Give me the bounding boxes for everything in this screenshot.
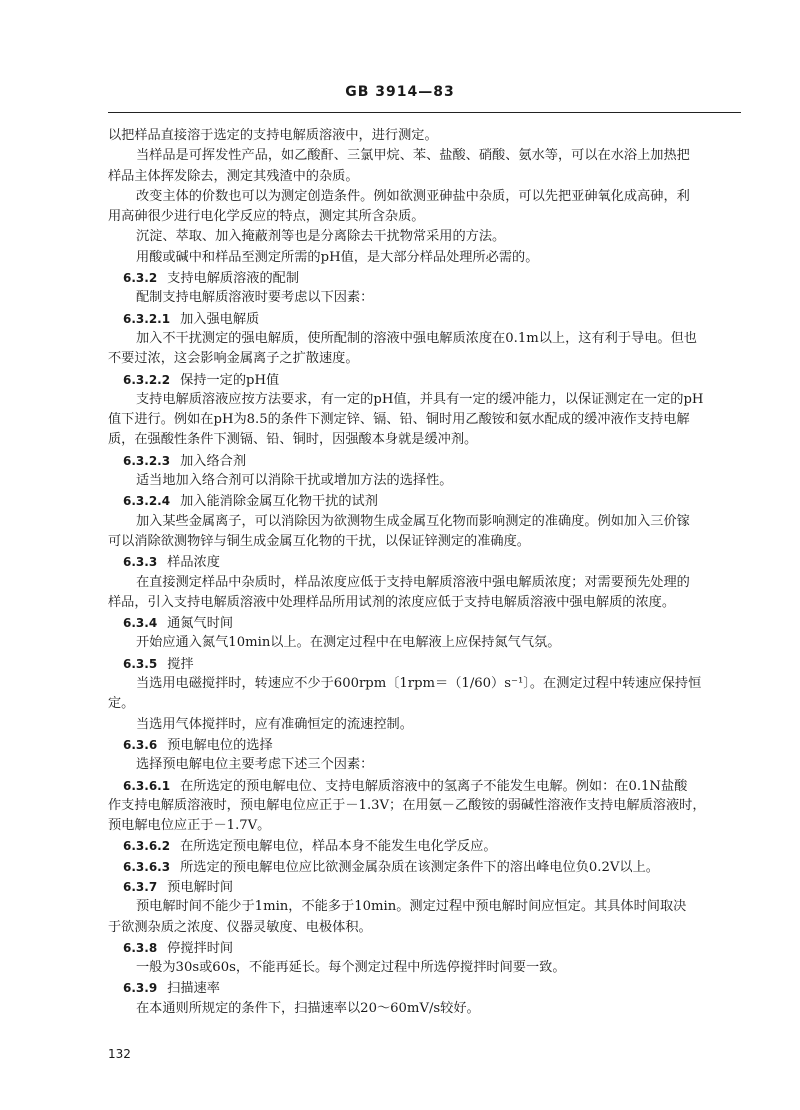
section-text: 在所选定的预电解电位、支持电解质溶液中的氢离子不能发生电解。例如：在0.1N盐酸 (180, 778, 688, 794)
section-title: 停搅拌时间 (167, 940, 234, 956)
section-number: 6.3.6 (123, 737, 158, 752)
text-line: 于欲测杂质之浓度、仪器灵敏度、电极体积。 (108, 919, 372, 935)
text-line: 定。 (108, 696, 135, 712)
section-heading (108, 654, 744, 674)
text-line: 样品主体挥发除去，测定其残渣中的杂质。 (108, 168, 359, 184)
section-title: 预电解电位的选择 (167, 737, 273, 753)
section-number: 6.3.5 (123, 656, 158, 671)
section-title: 保持一定的pH值 (180, 372, 280, 388)
text-line: 作支持电解质溶液时，预电解电位应正于－1.3V；在用氨－乙酸铵的弱碱性溶液作支持电解质溶液时， (108, 797, 706, 813)
text-line: 值下进行。例如在pH为8.5的条件下测定锌、镉、铅、铜时用乙酸铵和氨水配成的缓冲液作支持电解 (108, 412, 690, 428)
section-title: 加入能消除金属互化物干扰的试剂 (180, 494, 378, 510)
section-heading (108, 613, 744, 633)
text-line: 以把样品直接溶于选定的支持电解质溶液中，进行测定。 (108, 128, 438, 143)
section-heading (108, 552, 744, 572)
section-number: 6.3.6.2 (123, 839, 171, 854)
section-heading (108, 776, 744, 796)
text-line: 开始应通入氮气10min以上。在测定过程中在电解液上应保持氮气气氛。 (136, 635, 561, 651)
section-number: 6.3.6.1 (123, 778, 171, 793)
section-number: 6.3.3 (123, 555, 158, 570)
section-number: 6.3.4 (123, 616, 158, 631)
page-number: 132 (108, 1047, 131, 1061)
section-title: 加入强电解质 (180, 311, 260, 327)
section-text: 在所选定预电解电位，样品本身不能发生电化学反应。 (180, 839, 497, 855)
section-heading (108, 268, 744, 288)
section-number: 6.3.2.2 (123, 372, 171, 387)
text-line: 加入不干扰测定的强电解质，使所配制的溶液中强电解质浓度在0.1m以上，这有利于导电。但也 (136, 330, 697, 346)
section-title: 样品浓度 (167, 555, 220, 571)
section-title: 支持电解质溶液的配制 (167, 271, 300, 287)
section-heading (108, 938, 744, 958)
text-line: 沉淀、萃取、加入掩蔽剂等也是分离除去干扰物常采用的方法。 (136, 229, 506, 245)
text-line: 支持电解质溶液应按方法要求，有一定的pH值，并具有一定的缓冲能力，以保证测定在一定的pH (136, 391, 704, 407)
section-text: 所选定的预电解电位应比欲测金属杂质在该测定条件下的溶出峰电位负0.2V以上。 (180, 859, 659, 875)
text-line: 改变主体的价数也可以为测定创造条件。例如欲测亚砷盐中杂质，可以先把亚砷氧化成高砷，利 (136, 188, 690, 204)
text-line: 不要过浓，这会影响金属离子之扩散速度。 (108, 351, 359, 367)
section-title: 预电解时间 (167, 879, 234, 895)
text-line: 配制支持电解质溶液时要考虑以下因素： (136, 290, 374, 306)
text-line: 在直接测定样品中杂质时，样品浓度应低于支持电解质溶液中强电解质浓度；对需要预先处理的 (136, 574, 690, 590)
text-line: 质，在强酸性条件下测镉、铅、铜时，因强酸本身就是缓冲剂。 (108, 432, 478, 448)
section-number: 6.3.7 (123, 879, 158, 894)
text-line: 当样品是可挥发性产品，如乙酸酐、三氯甲烷、苯、盐酸、硝酸、氨水等，可以在水浴上加热把 (136, 148, 690, 164)
text-line: 用高砷很少进行电化学反应的特点，测定其所含杂质。 (108, 209, 425, 225)
section-heading (108, 309, 744, 329)
text-line: 用酸或碱中和样品至测定所需的pH值，是大部分样品处理所必需的。 (136, 249, 539, 265)
section-number: 6.3.2.1 (123, 311, 171, 326)
text-line: 适当地加入络合剂可以消除干扰或增加方法的选择性。 (136, 473, 453, 489)
section-number: 6.3.9 (123, 981, 158, 996)
section-number: 6.3.2.4 (123, 494, 171, 509)
document-body (108, 126, 744, 1019)
text-line: 当选用气体搅拌时，应有准确恒定的流速控制。 (136, 716, 413, 732)
section-title: 扫描速率 (167, 981, 220, 997)
text-line: 可以消除欲测物锌与铜生成金属互化物的干扰，以保证锌测定的准确度。 (108, 533, 530, 549)
section-heading (108, 735, 744, 755)
text-line: 在本通则所规定的条件下，扫描速率以20～60mV/s较好。 (136, 1000, 480, 1016)
header-rule (108, 112, 741, 113)
section-heading (108, 836, 744, 856)
section-title: 搅拌 (167, 656, 194, 672)
text-line: 样品，引入支持电解质溶液中处理样品所用试剂的浓度应低于支持电解质溶液中强电解质的浓度。 (108, 594, 676, 610)
section-heading (108, 491, 744, 511)
section-heading (108, 857, 744, 877)
section-number: 6.3.2 (123, 271, 158, 286)
section-number: 6.3.2.3 (123, 453, 171, 468)
section-number: 6.3.8 (123, 940, 158, 955)
text-line: 当选用电磁搅拌时，转速应不少于600rpm〔1rpm＝（1/60）s⁻¹〕。在测定过程中转速应保持恒 (136, 676, 702, 692)
section-number: 6.3.6.3 (123, 859, 171, 874)
text-line: 选择预电解电位主要考虑下述三个因素： (136, 757, 374, 773)
section-title: 通氮气时间 (167, 616, 234, 632)
section-title: 加入络合剂 (180, 453, 247, 469)
text-line: 加入某些金属离子，可以消除因为欲测物生成金属互化物而影响测定的准确度。例如加入三价镓 (136, 513, 690, 529)
standard-code-header: GB 3914—83 (345, 84, 455, 100)
text-line: 一般为30s或60s，不能再延长。每个测定过程中所选停搅拌时间要一致。 (136, 960, 566, 976)
section-heading (108, 370, 744, 390)
section-heading (108, 451, 744, 471)
section-heading (108, 877, 744, 897)
text-line: 预电解电位应正于－1.7V。 (108, 818, 271, 834)
text-line: 预电解时间不能少于1min，不能多于10min。测定过程中预电解时间应恒定。其具体时间取决 (136, 899, 687, 915)
section-heading (108, 978, 744, 998)
